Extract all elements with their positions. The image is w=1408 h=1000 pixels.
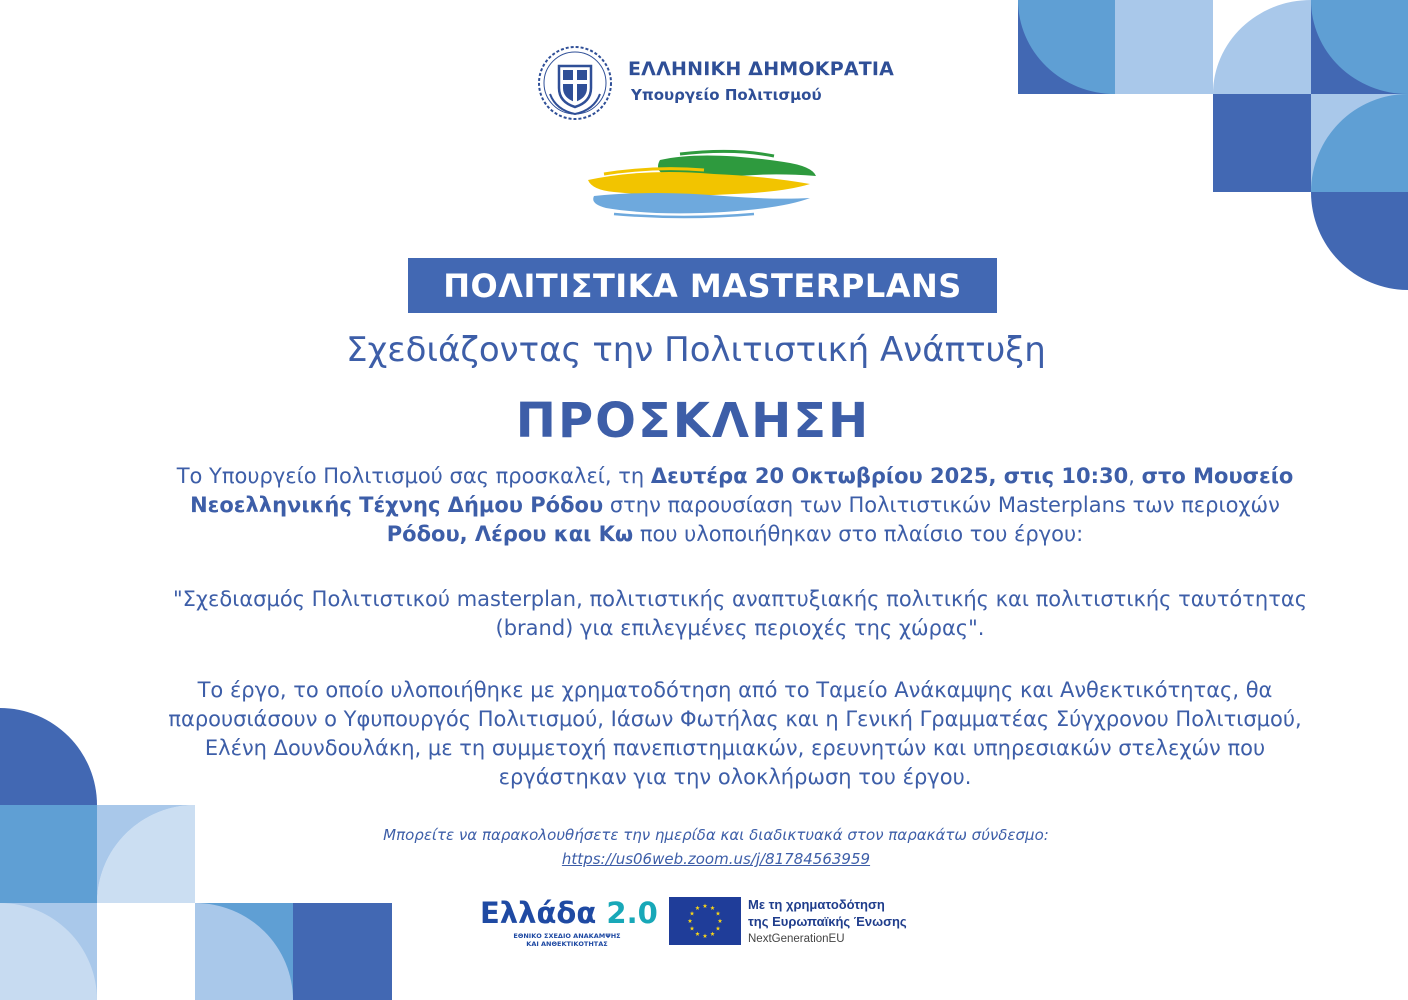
stream-note [0, 823, 1408, 871]
intro-paragraph [150, 462, 1320, 549]
ministry-name: Υπουργείο Πολιτισμού [631, 86, 822, 104]
next-generation-eu: NextGenerationEU [748, 933, 845, 945]
greece-2-0-logo [480, 896, 660, 952]
intro-text-2: , [1128, 464, 1142, 488]
decorative-shapes-top-right [1018, 0, 1408, 290]
eu-funding-label [748, 896, 907, 945]
stream-note-text: Μπορείτε να παρακολουθήσετε την ημερίδα και διαδικτυακά στον παρακάτω σύνδεσμο: [383, 826, 1049, 844]
subtitle: Σχεδιάζοντας την Πολιτιστική Ανάπτυξη [346, 330, 1046, 370]
greek-emblem-icon [536, 44, 614, 122]
intro-text-4: που υλοποιήθηκαν στο πλαίσιο του έργου: [633, 522, 1084, 546]
title-banner: ΠΟΛΙΤΙΣΤΙΚΑ MASTERPLANS [408, 258, 997, 313]
header-logo [536, 44, 896, 124]
intro-text-3: στην παρουσίαση των Πολιτιστικών Masterplans των περιοχών [603, 493, 1280, 517]
event-regions: Ρόδου, Λέρου και Κω [386, 522, 634, 546]
greece-2-0-wordmark [480, 896, 658, 930]
project-title: "Σχεδιασμός Πολιτιστικού masterplan, πολιτιστικής αναπτυξιακής πολιτικής και πολιτιστικής ταυτότητας (brand) για επιλεγμένες περιοχές της χώρας". [172, 587, 1308, 640]
eu-flag-icon [669, 897, 741, 945]
greece-2-0-word: Ελλάδα [480, 896, 607, 930]
event-venue: στο Μουσείο Νεοελληνικής Τέχνης Δήμου Ρόδου [190, 464, 1294, 517]
brush-strokes-logo-icon [584, 148, 820, 220]
republic-name: ΕΛΛΗΝΙΚΗ ΔΗΜΟΚΡΑΤΙΑ [628, 58, 895, 80]
greece-2-0-subtitle: ΕΘΝΙΚΟ ΣΧΕΔΙΟ ΑΝΑΚΑΜΨΗΣ ΚΑΙ ΑΝΘΕΚΤΙΚΟΤΗΤΑΣ [513, 932, 621, 948]
invitation-heading: ΠΡΟΣΚΛΗΣΗ [515, 393, 871, 449]
description-paragraph: Το έργο, το οποίο υλοποιήθηκε με χρηματοδότηση από το Ταμείο Ανάκαμψης και Ανθεκτικότητας, θα παρουσιάσουν ο Υφυπουργός Πολιτισμού, Ιάσων Φωτήλας και η Γενική Γραμματέας Σύγχρονου Πολιτισμού, Ελένη Δουνδουλάκη, με τη συμμετοχή πανεπιστημιακών, ερευνητών και υπηρεσιακών στελεχών που εργάστηκαν για την ολοκλήρωση του έργου. [168, 678, 1302, 789]
greece-2-0-number: 2.0 [606, 896, 658, 930]
eu-funding-line-2: της Ευρωπαϊκής Ένωσης [748, 914, 907, 929]
zoom-link[interactable]: https://us06web.zoom.us/j/81784563959 [561, 850, 871, 868]
eu-funding-line-1: Με τη χρηματοδότηση [748, 897, 885, 912]
event-date-time: Δευτέρα 20 Οκτωβρίου 2025, στις 10:30 [650, 464, 1129, 488]
intro-text-1: Το Υπουργείο Πολιτισμού σας προσκαλεί, τη [176, 464, 651, 488]
